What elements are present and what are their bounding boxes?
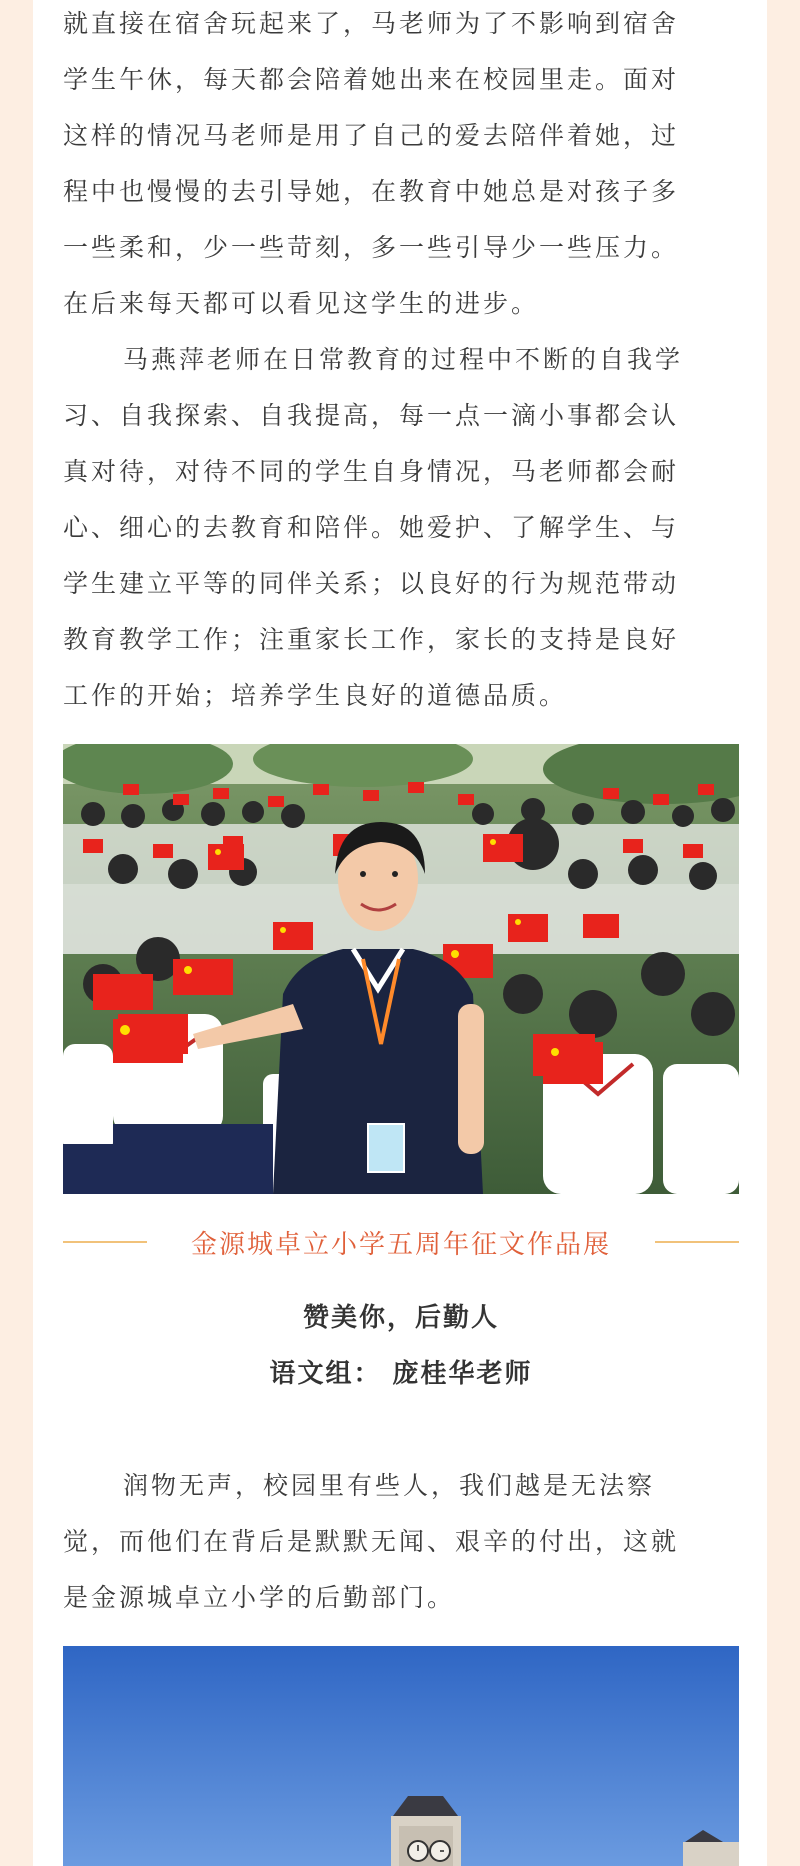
paragraph-line: 润物无声，校园里有些人，我们越是无法察 [123, 1471, 656, 1500]
article-text-top [63, 0, 739, 724]
essay-author: 语文组： 庞桂华老师 [269, 1359, 533, 1389]
paragraph-line: 是金源城卓立小学的后勤部门。 [63, 1583, 456, 1612]
school-building-illustration [63, 1646, 739, 1866]
section-banner [63, 1222, 739, 1262]
article-paragraph [63, 332, 739, 724]
paragraph-line: 马燕萍老师在日常教育的过程中不断的自我学 [123, 345, 684, 374]
paragraph-line: 学生午休，每天都会陪着她出来在校园里走。面对 [63, 65, 680, 94]
paragraph-line: 一些柔和，少一些苛刻，多一些引导少一些压力。 [63, 233, 680, 262]
paragraph-line: 在后来每天都可以看见这学生的进步。 [63, 289, 540, 318]
article-paragraph [63, 0, 739, 332]
paragraph-line: 真对待，对待不同的学生自身情况，马老师都会耐 [63, 457, 680, 486]
paragraph-line: 教育教学工作；注重家长工作，家长的支持是良好 [63, 625, 680, 654]
banner-divider-right [655, 1241, 739, 1243]
article-paragraph [63, 1458, 739, 1626]
paragraph-line: 习、自我探索、自我提高，每一点一滴小事都会认 [63, 401, 680, 430]
article-page [33, 0, 767, 1866]
paragraph-line: 工作的开始；培养学生良好的道德品质。 [63, 681, 568, 710]
teacher-students-photo [63, 744, 739, 1194]
paragraph-line: 程中也慢慢的去引导她，在教育中她总是对孩子多 [63, 177, 680, 206]
paragraph-line: 心、细心的去教育和陪伴。她爱护、了解学生、与 [63, 513, 680, 542]
clock-tower [391, 1796, 461, 1866]
paragraph-line: 觉，而他们在背后是默默无闻、艰辛的付出，这就 [63, 1527, 680, 1556]
essay-heading [63, 1290, 739, 1402]
section-banner-title: 金源城卓立小学五周年征文作品展 [190, 1229, 611, 1260]
essay-title: 赞美你，后勤人 [302, 1303, 499, 1333]
paragraph-line: 就直接在宿舍玩起来了，马老师为了不影响到宿舍 [63, 9, 680, 38]
banner-divider-left [63, 1241, 147, 1243]
article-text-bottom [63, 1458, 739, 1626]
paragraph-line: 这样的情况马老师是用了自己的爱去陪伴着她，过 [63, 121, 680, 150]
teacher-students-illustration [63, 744, 739, 1194]
school-building-photo [63, 1646, 739, 1866]
paragraph-line: 学生建立平等的同伴关系；以良好的行为规范带动 [63, 569, 680, 598]
